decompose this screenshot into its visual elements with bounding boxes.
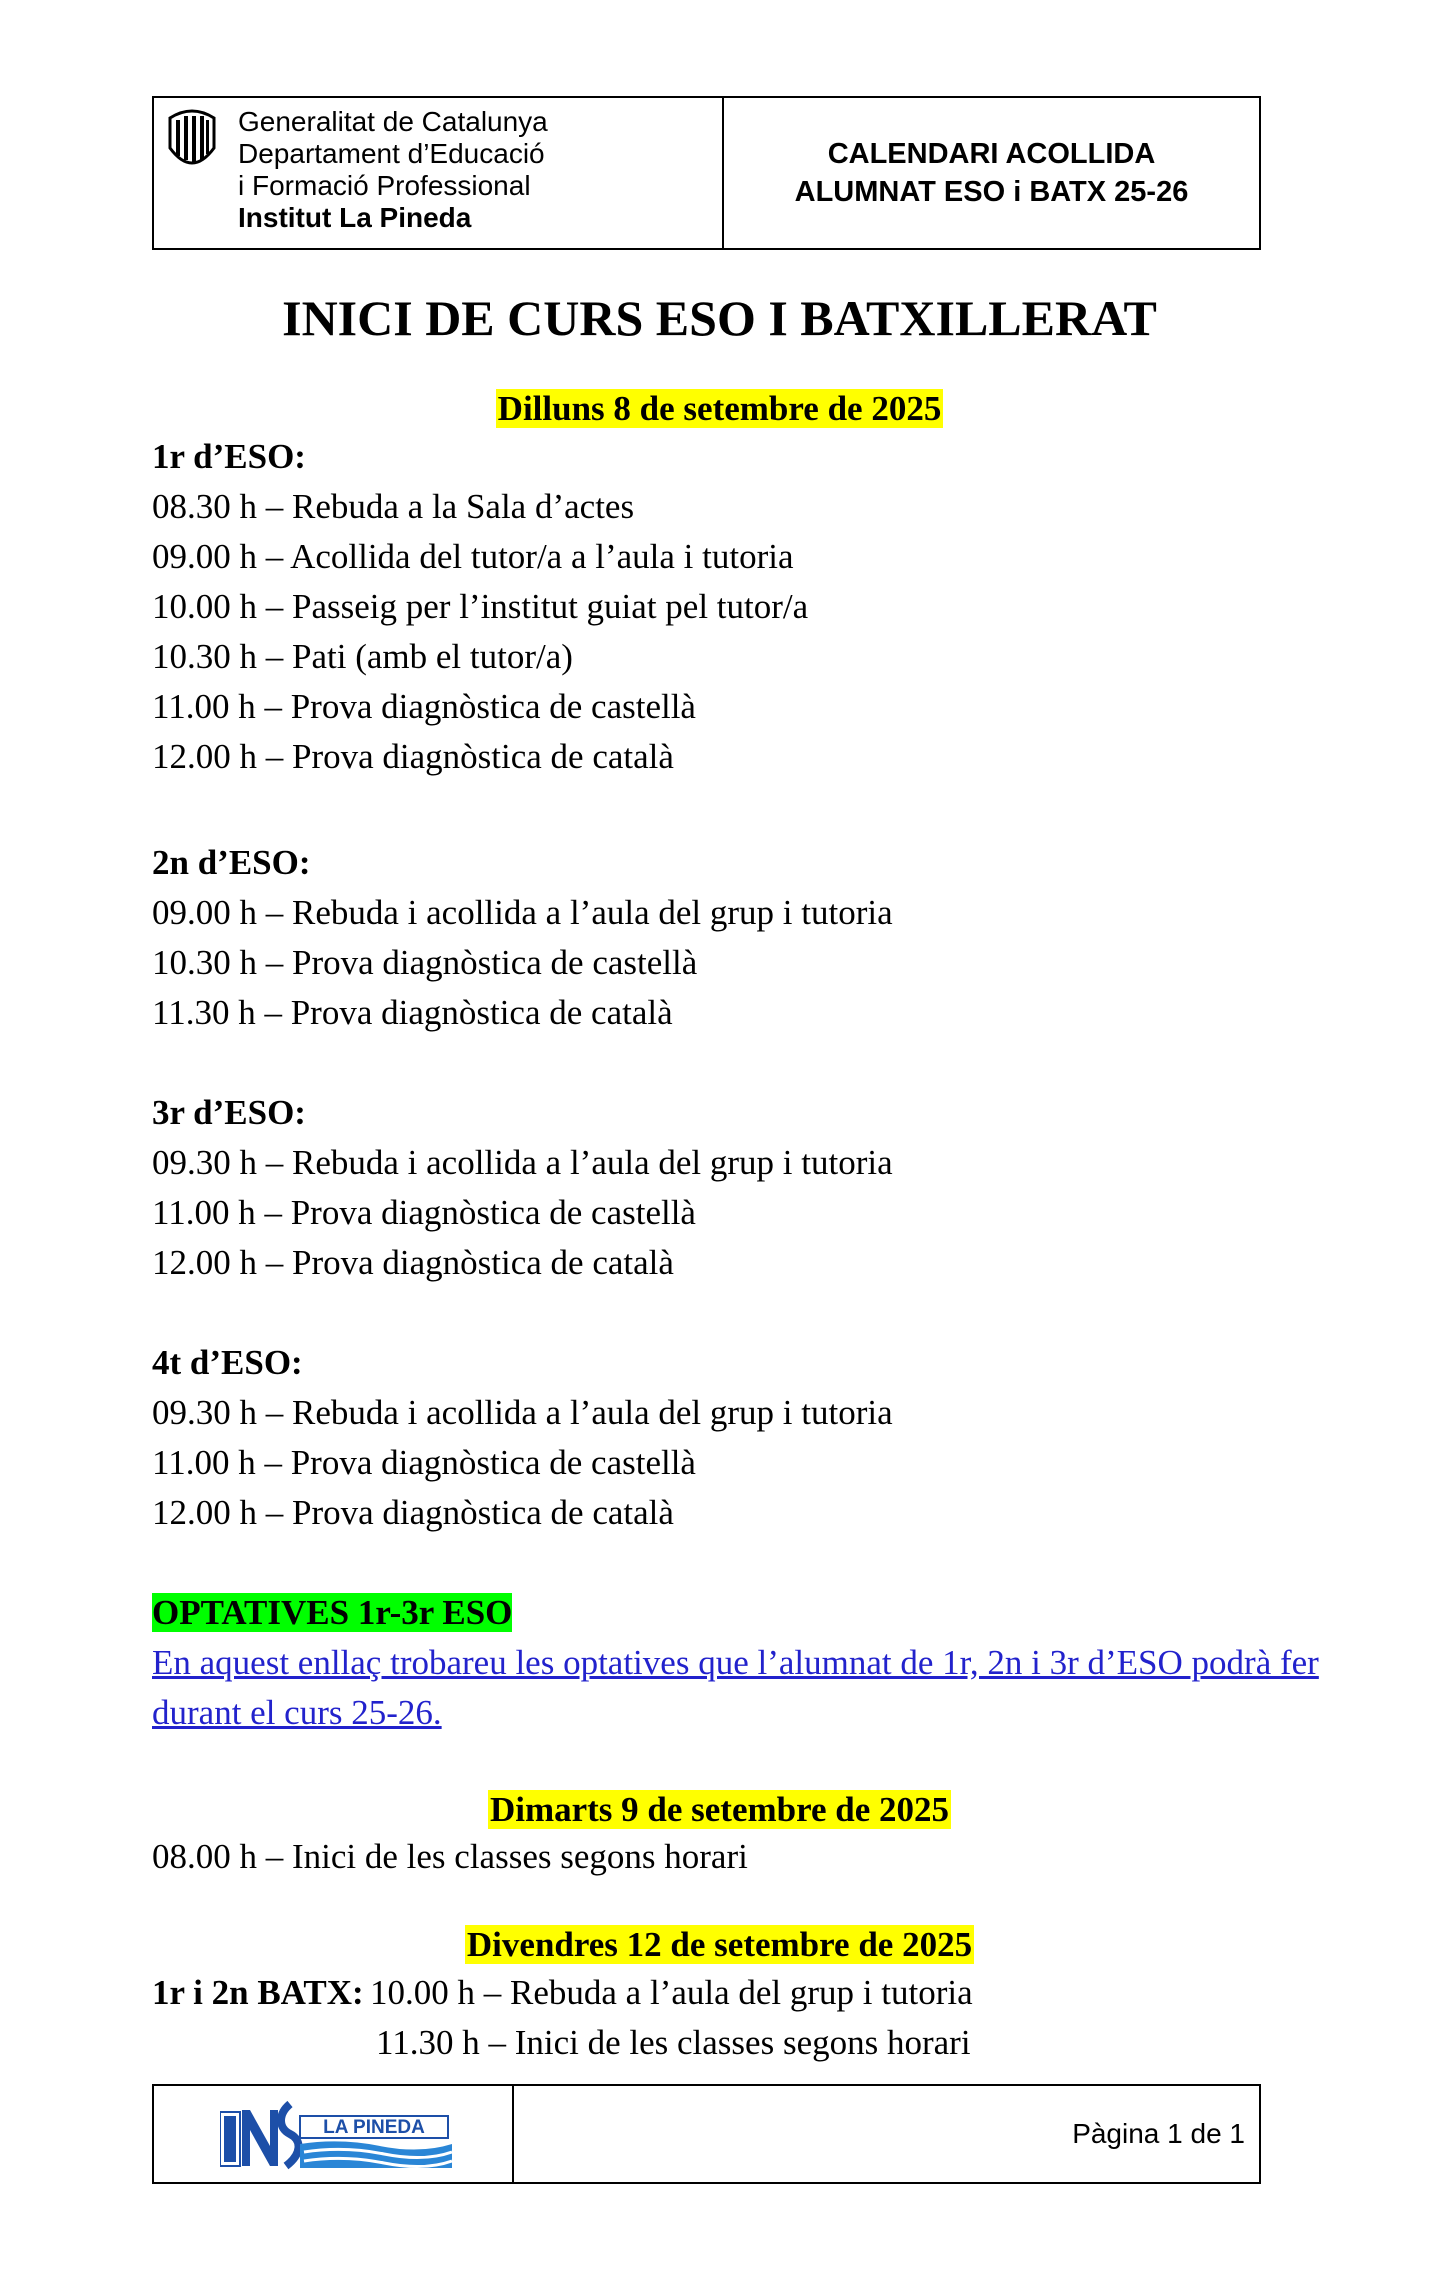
schedule-item: 11.00 h – Prova diagnòstica de castellà — [152, 687, 696, 726]
date-heading — [0, 1922, 1439, 1968]
date-highlight: Dilluns 8 de setembre de 2025 — [497, 389, 942, 428]
footer-page-cell — [514, 2086, 1259, 2182]
group-heading: 3r d’ESO: — [152, 1093, 306, 1132]
group-3-eso — [152, 1088, 893, 1288]
group-heading: 1r d’ESO: — [152, 437, 306, 476]
schedule-item: 09.00 h – Acollida del tutor/a a l’aula i tutoria — [152, 537, 794, 576]
schedule-item: 09.00 h – Rebuda i acollida a l’aula del grup i tutoria — [152, 893, 893, 932]
schedule-item: 08.00 h – Inici de les classes segons horari — [152, 1837, 748, 1876]
footer-table — [152, 2084, 1261, 2184]
header-institution-cell — [154, 98, 724, 248]
date-highlight: Dimarts 9 de setembre de 2025 — [489, 1790, 950, 1829]
schedule-item: 11.00 h – Prova diagnòstica de castellà — [152, 1443, 696, 1482]
footer-logo-cell — [154, 2086, 514, 2182]
group-heading: 4t d’ESO: — [152, 1343, 303, 1382]
link-line: durant el curs 25-26. — [152, 1693, 442, 1732]
la-pineda-logo-icon — [220, 2098, 454, 2174]
batx-spacer — [152, 2018, 376, 2068]
doc-title-line: ALUMNAT ESO i BATX 25-26 — [794, 176, 1189, 208]
optatives-link[interactable] — [152, 1638, 1319, 1688]
optatives-section — [152, 1588, 1319, 1738]
group-heading: 2n d’ESO: — [152, 843, 311, 882]
org-line: Generalitat de Catalunya — [238, 106, 548, 137]
batx-row — [152, 2018, 973, 2068]
schedule-item: 08.30 h – Rebuda a la Sala d’actes — [152, 487, 635, 526]
day3-schedule — [152, 1968, 973, 2068]
group-4-eso — [152, 1338, 893, 1538]
group-2-eso — [152, 838, 893, 1038]
institution-text — [238, 106, 548, 234]
optatives-highlight: OPTATIVES 1r-3r ESO — [152, 1593, 513, 1632]
optatives-link-continued[interactable] — [152, 1688, 1272, 1738]
date-heading — [0, 386, 1439, 432]
svg-text:LA PINEDA: LA PINEDA — [323, 2117, 425, 2138]
header-table — [152, 96, 1261, 250]
day2-schedule — [152, 1832, 748, 1882]
page-number: Pàgina 1 de 1 — [1072, 2118, 1245, 2149]
date-heading — [0, 1787, 1439, 1833]
schedule-item: 12.00 h – Prova diagnòstica de català — [152, 1243, 674, 1282]
doc-title-line: CALENDARI ACOLLIDA — [827, 138, 1156, 170]
schedule-item: 09.30 h – Rebuda i acollida a l’aula del grup i tutoria — [152, 1393, 893, 1432]
optatives-heading — [152, 1588, 1272, 1638]
date-highlight: Divendres 12 de setembre de 2025 — [466, 1925, 973, 1964]
page-title: INICI DE CURS ESO I BATXILLERAT — [282, 290, 1157, 346]
schedule-item: 11.30 h – Inici de les classes segons horari — [376, 2023, 971, 2062]
header-title-cell — [724, 98, 1259, 248]
schedule-item: 10.30 h – Pati (amb el tutor/a) — [152, 637, 573, 676]
link-line: En aquest enllaç trobareu les optatives que l’alumnat de 1r, 2n i 3r d’ESO podrà fer — [152, 1643, 1319, 1682]
schedule-item: 09.30 h – Rebuda i acollida a l’aula del grup i tutoria — [152, 1143, 893, 1182]
org-line: Departament d’Educació — [238, 138, 545, 169]
schedule-item: 10.00 h – Rebuda a l’aula del grup i tutoria — [370, 1973, 973, 2012]
schedule-item: 12.00 h – Prova diagnòstica de català — [152, 737, 674, 776]
batx-row — [152, 1968, 973, 2018]
day1-schedule — [152, 432, 808, 782]
org-line: i Formació Professional — [238, 170, 531, 201]
schedule-item: 11.30 h – Prova diagnòstica de català — [152, 993, 673, 1032]
schedule-item: 12.00 h – Prova diagnòstica de català — [152, 1493, 674, 1532]
school-name: Institut La Pineda — [238, 202, 472, 233]
schedule-item: 10.30 h – Prova diagnòstica de castellà — [152, 943, 698, 982]
schedule-item: 10.00 h – Passeig per l’institut guiat pel tutor/a — [152, 587, 809, 626]
schedule-item: 11.00 h – Prova diagnòstica de castellà — [152, 1193, 696, 1232]
batx-label: 1r i 2n BATX: — [152, 1973, 364, 2012]
generalitat-logo-icon — [166, 108, 218, 170]
